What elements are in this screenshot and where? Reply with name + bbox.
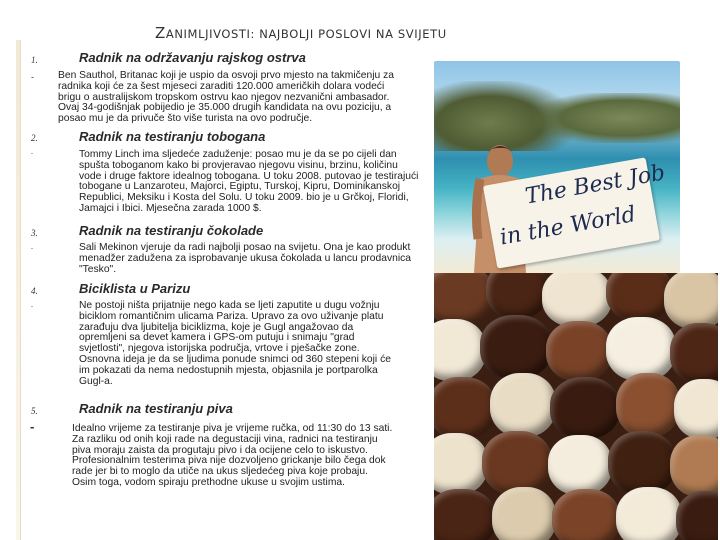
item-5-dash: -: [30, 419, 35, 434]
beach-photo: [434, 61, 680, 273]
photo-rocks-right: [534, 93, 680, 143]
chocolate-piece: [616, 373, 680, 437]
sign-line-2: in the World: [498, 202, 638, 251]
item-2-heading: Radnik na testiranju tobogana: [79, 129, 266, 144]
title-part-2: NAJBOLJI POSLOVI NA SVIJETU: [254, 27, 447, 41]
title-colon: :: [250, 27, 255, 41]
item-4-dash: -: [31, 304, 33, 310]
item-5-heading: Radnik na testiranju piva: [79, 401, 233, 416]
chocolate-piece: [670, 435, 718, 497]
item-4-text: Ne postoji ništa prijatnije nego kada se ljeti zaputite u dugu vožnju biciklom romantičnim ulicama Pariza. Upravo za ovo uživanje platu zarađuju dva ljubitelja biciklizma, koje je Gugl angažovao da opremljeni sa devet kamera i GPS-om putuju i snimaju "grad svjetlosti", njegova istorijska područja, vrtove i pješačke zone. Osnovna ideja je da se ljudima ponude snimci od 360 stepeni koji će im pokazati da nema nedostupnih mjesta, objasnila je portparolka Gugl-a.: [79, 300, 391, 387]
left-decorative-rule: [16, 40, 21, 540]
chocolate-piece: [434, 489, 496, 540]
item-3-dash: -: [31, 246, 33, 252]
chocolate-piece: [486, 273, 548, 319]
item-3-number: 3.: [31, 228, 38, 238]
chocolate-piece: [676, 491, 718, 540]
item-1-number: 1.: [31, 55, 38, 65]
item-3-heading: Radnik na testiranju čokolade: [79, 223, 264, 238]
chocolate-piece: [480, 315, 552, 379]
chocolate-piece: [552, 489, 620, 540]
chocolate-piece: [608, 431, 676, 495]
item-2-dash: -: [31, 151, 33, 157]
item-5-text: Idealno vrijeme za testiranje piva je vrijeme ručka, od 11:30 do 13 sati. Za razliku od onih koji rade na degustaciji vina, radnici na testiranju piva moraju zaista da progutaju pivo i da ocijene celo to iskustvo. Profesionalnim testerima piva nije dozvoljeno grickanje bilo čega dok rade jer bi to moglo da utiče na ukus sljedećeg piva koje probaju. Osim toga, vodom spiraju prethodne ukuse u svojim ustima.: [72, 423, 393, 488]
chocolate-piece: [482, 431, 552, 495]
item-4-number: 4.: [31, 286, 38, 296]
chocolate-piece: [550, 377, 620, 439]
item-1-dash: -: [31, 72, 34, 82]
title-first-letter: Z: [155, 24, 166, 42]
item-2-text: Tommy Linch ima sljedeće zaduženje: posao mu je da se po cijeli dan spušta toboganom kako bi provjeravao njegovu visinu, brzinu, količinu vode i druge faktore idealnog tobogana. U toku 2008. putovao je testirajući tobogane u Lanzaroteu, Majorci, Egiptu, Turskoj, Kipru, Dominikanskoj Republici, Meksiku i Kosta del Solu. U toku 2009. bio je u Grčkoj, Floridi, Jamajci i Ibici. Mjesečna zarada 1000 $.: [79, 149, 419, 214]
chocolate-piece: [434, 273, 494, 325]
chocolate-piece: [670, 323, 718, 383]
white-chocolate-piece: [490, 373, 556, 437]
sign-line-1: The Best Job: [523, 160, 667, 210]
white-chocolate-piece: [434, 433, 488, 495]
item-2-number: 2.: [31, 133, 38, 143]
white-chocolate-piece: [606, 317, 676, 381]
chocolate-piece: [546, 321, 612, 381]
chocolate-piece: [606, 273, 672, 321]
slide-title: [155, 24, 575, 42]
item-5-number: 5.: [31, 406, 38, 416]
item-4-heading: Biciklista u Parizu: [79, 281, 191, 296]
white-chocolate-piece: [434, 319, 486, 381]
white-chocolate-piece: [542, 273, 612, 327]
white-chocolate-piece: [674, 379, 718, 439]
item-1-text: Ben Sauthol, Britanac koji je uspio da osvoji prvo mjesto na takmičenju za radnika koji će za šest mjeseci zaraditi 120.000 američkih dolara vodeći brigu o australijskom tropskom ostrvu kao njegov nezvanični ambasador. Ovaj 34-godišnjak pobijedio je 35.000 drugih kandidata na ovu poziciju, a posao mu je da privuče što više turista na ovo područje.: [58, 70, 394, 125]
chocolate-piece: [434, 377, 496, 439]
item-3-text: Sali Mekinon vjeruje da radi najbolji posao na svijetu. Ona je kao produkt menadžer zadužena za isprobavanje ukusa čokolada u lancu prodavnica "Tesko".: [79, 242, 412, 275]
title-part-1: ANIMLJIVOSTI: [165, 27, 251, 41]
chocolates-photo: [434, 273, 718, 540]
chocolate-piece: [492, 487, 556, 540]
white-chocolate-piece: [548, 435, 612, 495]
chocolate-piece: [664, 273, 718, 329]
white-chocolate-piece: [616, 487, 682, 540]
item-1-heading: Radnik na održavanju rajskog ostrva: [79, 50, 306, 65]
